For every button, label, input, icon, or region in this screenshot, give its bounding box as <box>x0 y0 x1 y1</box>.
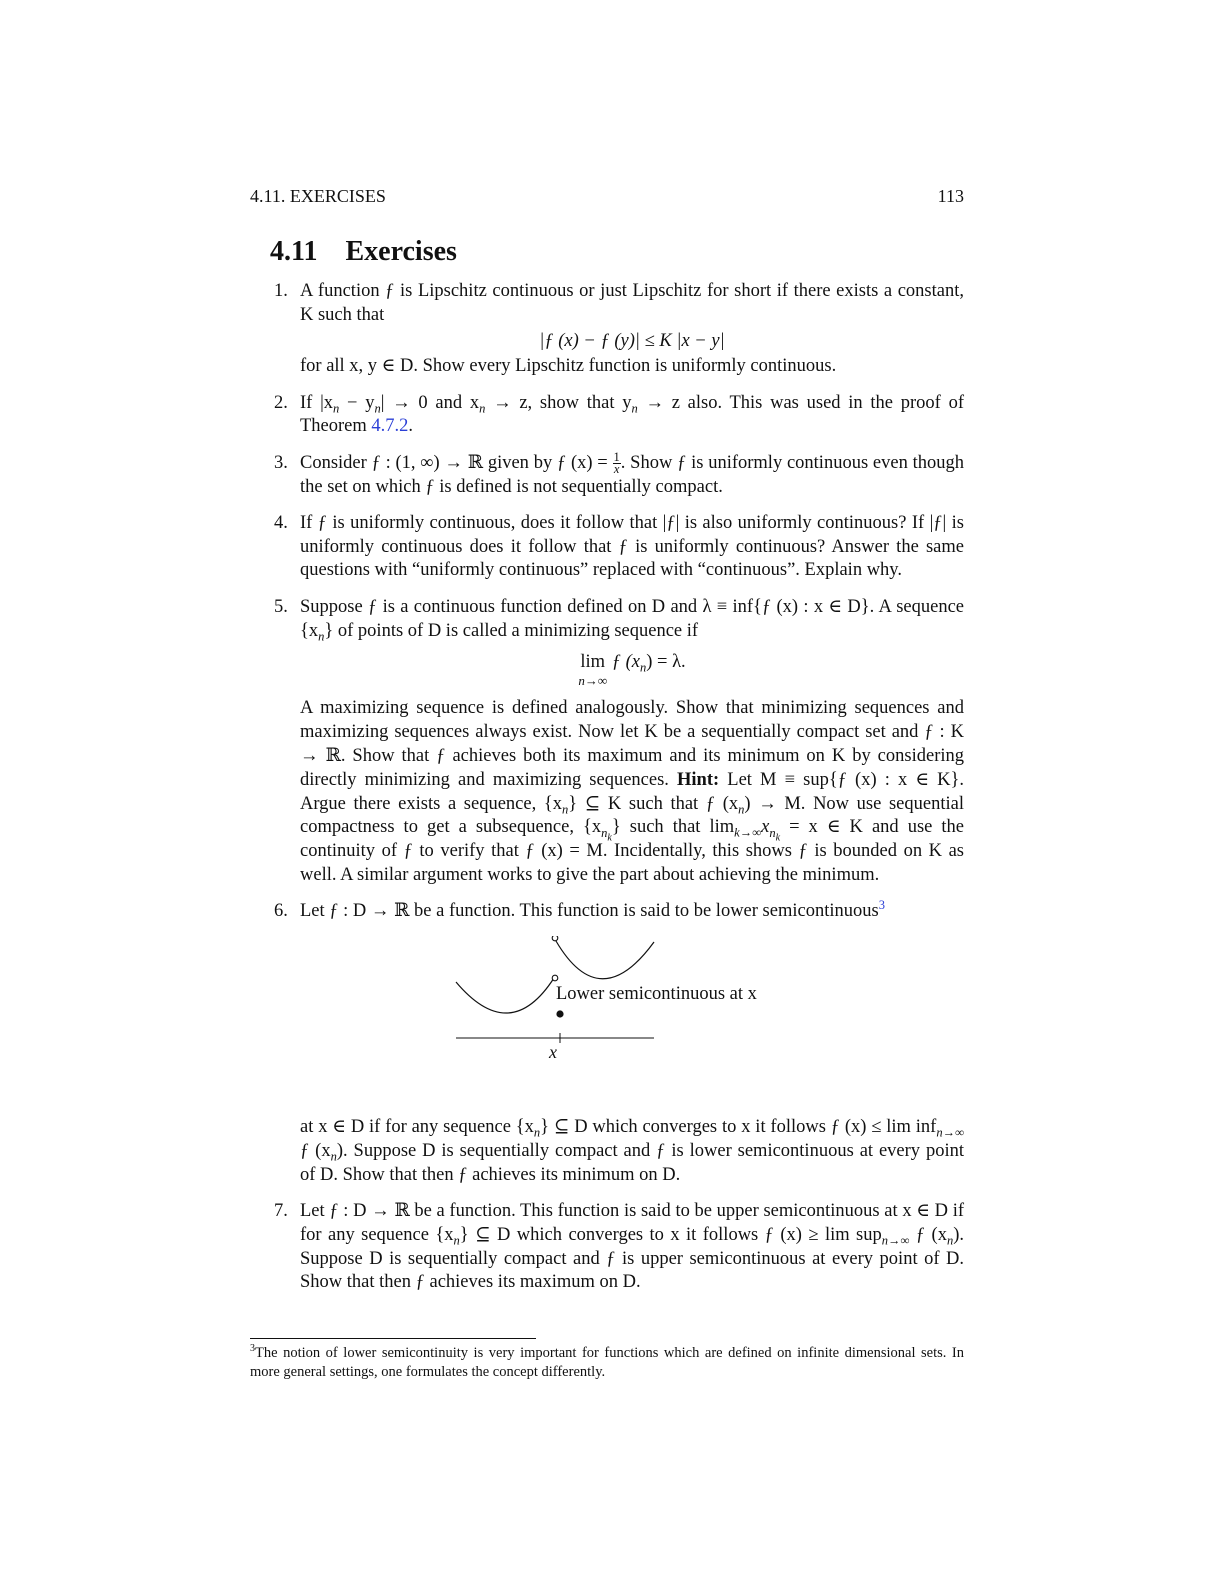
subscript: n→∞ <box>936 1125 964 1140</box>
fraction-denominator: x <box>613 462 620 477</box>
running-head <box>250 186 964 207</box>
text-run: − y <box>339 392 375 413</box>
subscript: n→∞ <box>881 1233 910 1248</box>
text-run: ƒ (x <box>909 1224 947 1245</box>
footnote-text: The notion of lower semicontinuity is very important for functions which are defined on infinite dimensional sets. In more general settings, one formulates the concept differently. <box>250 1345 964 1380</box>
exercise-number: 6. <box>274 901 288 922</box>
text-run: Let ƒ : D → ℝ be a function. This function is said to be lower semicontinuous <box>300 901 879 922</box>
footnote-mark: 3 <box>250 1343 255 1355</box>
text-run: x <box>761 817 770 838</box>
footnote <box>250 1344 964 1382</box>
text-run: ). Suppose D is sequentially compact and ƒ is upper semicontinuous at every point of D. Show that then ƒ achieves its maximum on D. <box>300 1224 964 1293</box>
subscript <box>601 826 612 844</box>
text-run: = x ∈ K and use the continuity of ƒ to verify that ƒ (x) = M. Incidentally, this shows ƒ is bounded on K as well. A similar argument works to give the part about achieving the minimum. <box>300 817 964 885</box>
exercise-number: 4. <box>274 512 288 533</box>
text-run: If |x <box>300 392 334 413</box>
figure-svg <box>450 936 790 1076</box>
text-run: Suppose ƒ is a continuous function defined on D and λ ≡ inf{ƒ (x) : x ∈ D}. A sequence {x <box>300 596 964 641</box>
exercise-5 <box>274 596 964 888</box>
text-run: Consider ƒ : (1, ∞) → ℝ given by ƒ (x) = <box>300 452 613 473</box>
exercise-number: 2. <box>274 392 288 413</box>
axis-label-x: x <box>549 1042 557 1063</box>
text-run: } ⊆ D which converges to x it follows ƒ (x) ≤ lim inf <box>540 1117 937 1138</box>
subscript: k→∞ <box>734 826 762 841</box>
subscript-k: k <box>607 832 612 844</box>
exercise-text <box>300 1116 964 1187</box>
exercise-2 <box>274 392 964 440</box>
text-run: A maximizing sequence is defined analogously. Show that minimizing sequences and maximizing sequences always exist. Now let K be a sequentially compact set and ƒ : K → ℝ. Show that ƒ achieves both its maximum and its minimum on K by considering directly minimizing and maximizing sequences. <box>300 698 964 790</box>
fraction-numerator: 1 <box>613 450 620 465</box>
open-circle-bottom <box>552 975 558 981</box>
subscript: n <box>561 802 569 817</box>
text-run: at x ∈ D if for any sequence {x <box>300 1117 534 1138</box>
text-run: ) = λ. <box>646 652 686 673</box>
subscript: n <box>453 1233 460 1248</box>
function-value-dot <box>556 1010 563 1017</box>
hint-label: Hint: <box>677 769 720 790</box>
text-run: ) → M. Now use sequential compactness to get a subsequence, {x <box>300 793 964 838</box>
text-run: } such that lim <box>611 817 735 838</box>
text-run: → z, show that y <box>485 392 632 413</box>
subscript-n: n <box>601 826 608 841</box>
page-number: 113 <box>937 186 964 206</box>
text-run: . Show ƒ is uniformly continuous even though the set on which ƒ is defined is not sequentially compact. <box>300 452 964 497</box>
exercise-text: for all x, y ∈ D. Show every Lipschitz function is uniformly continuous. <box>300 356 837 377</box>
subscript-k: k <box>775 832 781 844</box>
exercise-text <box>300 1200 964 1295</box>
text-run: ƒ (x <box>611 652 640 673</box>
exercise-7 <box>274 1200 964 1295</box>
subscript: n <box>631 401 638 416</box>
subscript <box>769 826 781 844</box>
subscript: n <box>330 1149 337 1164</box>
text-run: } of points of D is called a minimizing sequence if <box>324 620 699 641</box>
footnote-rule <box>250 1338 536 1339</box>
exercise-list <box>274 280 964 1308</box>
right-curve <box>556 941 654 979</box>
exercise-3 <box>274 450 964 500</box>
subscript: n <box>946 1233 954 1248</box>
open-circle-top <box>552 936 558 941</box>
limit-operator <box>578 651 607 687</box>
subscript: n <box>374 401 381 416</box>
theorem-link[interactable]: 4.7.2 <box>371 416 409 437</box>
section-number: 4.11 <box>270 236 318 267</box>
exercise-1 <box>274 280 964 379</box>
figure-lower-semicontinuous <box>300 928 964 1116</box>
exercise-number: 1. <box>274 281 288 301</box>
subscript: n <box>738 802 745 817</box>
exercise-text: A function ƒ is Lipschitz continuous or just Lipschitz for short if there exists a constant, K such that <box>300 281 964 325</box>
subscript: n <box>479 401 486 416</box>
running-head-section: 4.11. EXERCISES <box>250 186 386 206</box>
lim-subscript: n→∞ <box>578 673 608 689</box>
subscript: n <box>333 401 340 416</box>
exercise-number: 5. <box>274 596 288 617</box>
fraction <box>613 452 621 475</box>
subscript: n <box>533 1125 541 1140</box>
figure-label: Lower semicontinuous at x <box>556 984 757 1005</box>
exercise-text <box>300 900 964 924</box>
exercise-text <box>300 596 964 644</box>
exercise-number: 7. <box>274 1200 288 1221</box>
lim-word: lim <box>580 652 606 673</box>
text-run: } ⊆ K such that ƒ (x <box>568 793 739 814</box>
text-run: } ⊆ D which converges to x it follows ƒ (x) ≥ lim sup <box>459 1224 882 1245</box>
text-run: | → 0 and x <box>380 392 480 413</box>
exercise-text: If ƒ is uniformly continuous, does it follow that |ƒ| is also uniformly continuous? If |ƒ| is uniformly continuous does it follow that ƒ is uniformly continuous? Answer the same questions with “uniformly continuous” replaced with “continuous”. Explain why. <box>300 512 964 581</box>
display-equation <box>300 651 964 689</box>
text-run: → z also. This was used in the proof of Theorem <box>300 392 964 437</box>
subscript-n: n <box>769 826 776 841</box>
text-run: . <box>408 416 414 437</box>
subscript: n <box>318 629 325 644</box>
left-curve <box>456 978 554 1013</box>
section-name: Exercises <box>345 236 457 267</box>
text-run: Let M ≡ sup{ƒ (x) : x ∈ K}. Argue there exists a sequence, {x <box>300 769 964 814</box>
exercise-6 <box>274 898 964 1187</box>
exercise-number: 3. <box>274 452 288 473</box>
exercise-4 <box>274 512 964 583</box>
text-run: Let ƒ : D → ℝ be a function. This function is said to be upper semicontinuous at x ∈ D if for any sequence {x <box>300 1200 964 1245</box>
section-title <box>270 236 457 268</box>
subscript: n <box>639 661 647 676</box>
footnote-link[interactable]: 3 <box>878 898 885 913</box>
text-run: ). Suppose D is sequentially compact and ƒ is lower semicontinuous at every point of D. Show that then ƒ achieves its minimum on D. <box>300 1140 964 1185</box>
exercise-text <box>300 697 964 887</box>
display-equation: |ƒ (x) − ƒ (y)| ≤ K |x − y| <box>539 330 725 351</box>
exercise-text <box>300 452 964 500</box>
text-run: ƒ (x <box>300 1140 331 1161</box>
exercise-text <box>300 392 964 440</box>
